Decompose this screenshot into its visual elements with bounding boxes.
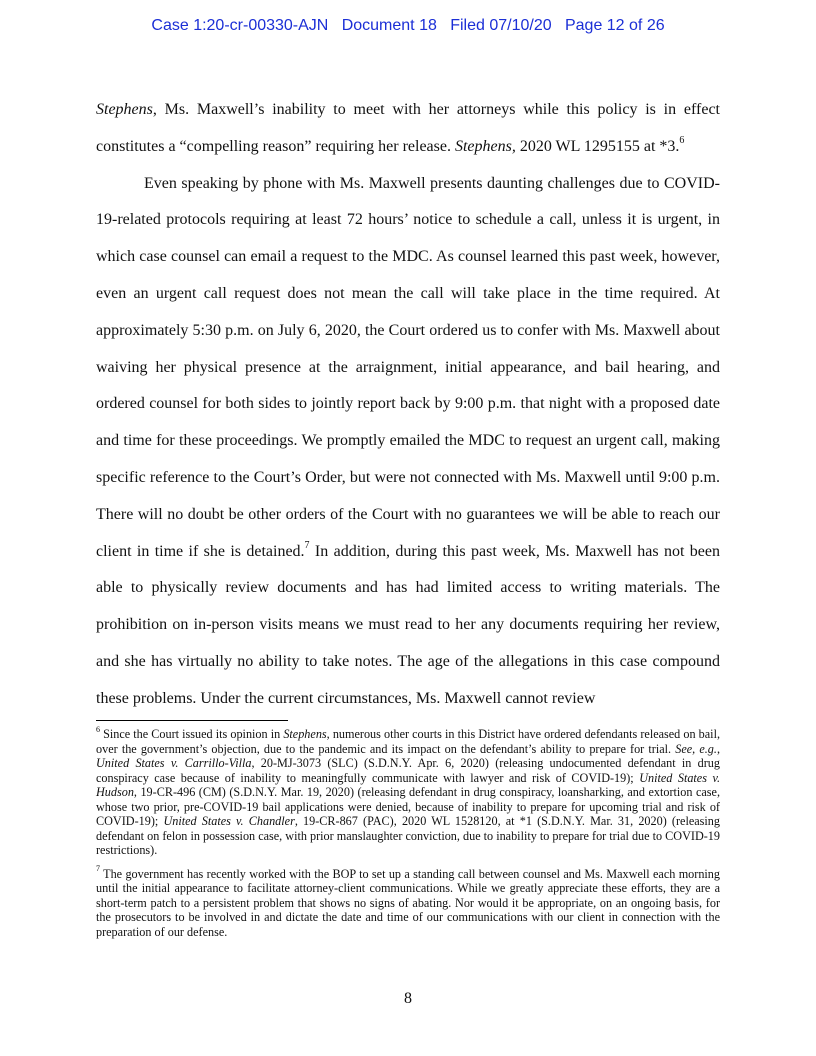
page-indicator: Page 12 of 26 [564, 17, 665, 34]
body-text [96, 92, 720, 718]
paragraph-2: Even speaking by phone with Ms. Maxwell presents daunting challenges due to COVID-19-related protocols requiring at least 72 hours’ notice to schedule a call, unless it is urgent, in which case counsel can email a request to the MDC. As counsel learned this past week, however, even an urgent call request does not mean the call will take place in the time required. At approximately 5:30 p.m. on July 6, 2020, the Court ordered us to confer with Ms. Maxwell about waiving her physical presence at the arraignment, initial appearance, and bail hearing, and ordered counsel for both sides to jointly report back by 9:00 p.m. that night with a proposed date and time for these proceedings. We promptly emailed the MDC to request an urgent call, making specific reference to the Court’s Order, but were not connected with Ms. Maxwell until 9:00 p.m. There will no doubt be other orders of the Court with no guarantees we will be able to reach our client in time if she is detained.$^7$ In addition, during this past week, Ms. Maxwell has not been able to physically review documents and has had limited access to writing materials. The prohibition on in-person visits means we must read to her any documents requiring her review, and she has virtually no ability to take notes. The age of the allegations in this case compound these problems. Under the current circumstances, Ms. Maxwell cannot review [96, 174, 720, 707]
citation-italic: Stephens, [454, 137, 516, 155]
paragraph-1: Stephens, Ms. Maxwell’s inability to meet with her attorneys while this policy is in effect constitutes a “compelling reason” requiring her release. Stephens, 2020 WL 1295155 at *3.$^6$ [96, 101, 720, 155]
filed-date: Filed 07/10/20 [450, 17, 552, 34]
ecf-header [0, 17, 816, 35]
footnote-7: $^7$ The government has recently worked with the BOP to set up a standing call between counsel and Ms. Maxwell each morning until the initial appearance to facilitate attorney-client communications. While we greatly appreciate these efforts, they are a short-term patch to a persistent problem that shows no signs of abating. Nor would it be appropriate, on an ongoing basis, for the prosecutors to be involved in and dictate the date and time of our communications with our client in connection with the preparation of our defense. [96, 864, 720, 939]
footnote-divider [96, 720, 288, 721]
footnotes [96, 724, 721, 948]
footnote-number: 6 [96, 724, 100, 734]
case-number: Case 1:20-cr-00330-AJN [151, 17, 329, 34]
case-name-italic: Stephens [96, 101, 153, 118]
footnote-number: 7 [96, 864, 100, 874]
footnote-ref-7: 7 [304, 540, 310, 552]
footnote-6: $^6$ Since the Court issued its opinion in Stephens, numerous other courts in this District have ordered defendants released on bail, over the government’s objection, due to the pandemic and its impact on the defendant’s ability to prepare for trial. See, e.g., United States v. Carrillo-Villa, 20-MJ-3073 (SLC) (S.D.N.Y. Apr. 6, 2020) (releasing undocumented defendant in drug conspiracy case because of inability to meaningfully communicate with lawyer and risk of COVID-19); United States v. Hudson, 19-CR-496 (CM) (S.D.N.Y. Mar. 19, 2020) (releasing defendant in drug conspiracy, loansharking, and extortion case, whose two prior, pre-COVID-19 bail applications were denied, because of inability to prepare for upcoming trial and risk of COVID-19); United States v. Chandler, 19-CR-867 (PAC), 2020 WL 1528120, at *1 (S.D.N.Y. Mar. 31, 2020) (releasing defendant on felon in possession case, with prior manslaughter conviction, due to inability to prepare for trial due to COVID-19 restrictions). [96, 724, 721, 857]
document-number: Document 18 [341, 17, 437, 34]
page-number: 8 [404, 990, 412, 1007]
footnote-ref-6: 6 [679, 135, 685, 147]
